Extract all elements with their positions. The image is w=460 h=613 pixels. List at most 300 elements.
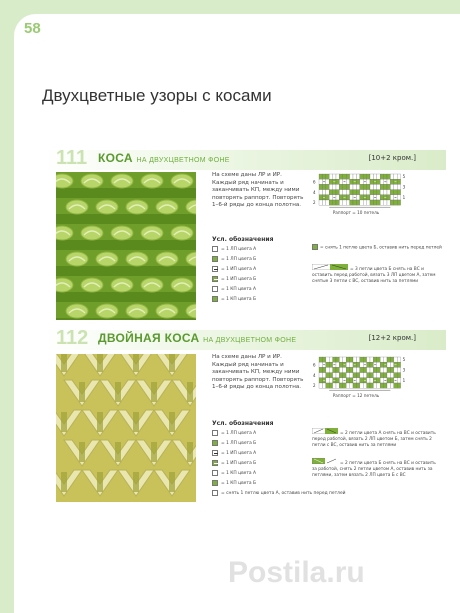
- legend-title: Усл. обозначения: [212, 236, 274, 243]
- chart-cell: [370, 362, 373, 367]
- chart-cell: [343, 184, 346, 189]
- knit-stripe: [133, 472, 139, 492]
- chart-cell: [333, 367, 336, 372]
- chart-cell: [350, 362, 353, 367]
- stitch-symbol-icon: [212, 256, 218, 262]
- chart-cell: [339, 174, 342, 179]
- chart-cell: [397, 200, 400, 205]
- chart-cell: [339, 200, 342, 205]
- chart-cell: [346, 184, 349, 189]
- chart-cell: [373, 190, 376, 195]
- chart-cell: [390, 362, 393, 367]
- chart-cell: [394, 184, 397, 189]
- chart-cell: [363, 190, 366, 195]
- knit-cable: [126, 200, 148, 214]
- chart-cell: [387, 383, 390, 388]
- chart-cell: [360, 200, 363, 205]
- knit-cable: [141, 226, 163, 240]
- chart-cell: [346, 373, 349, 378]
- chart-cell: [356, 179, 359, 184]
- chart-cell: [384, 357, 387, 362]
- legend-item: = 1 КП цвета Б: [212, 478, 346, 488]
- chart-cell: [326, 383, 329, 388]
- chart-cell: [397, 184, 400, 189]
- chart-cell: [390, 200, 393, 205]
- chart-cell: [390, 357, 393, 362]
- chart-cell: [350, 190, 353, 195]
- chart-cell: [377, 362, 380, 367]
- chart-cell: [343, 367, 346, 372]
- chart-cell: [360, 174, 363, 179]
- chart-cell: [350, 367, 353, 372]
- chart-cell: [370, 357, 373, 362]
- row-number: 5: [402, 174, 406, 180]
- chart-cell: [346, 179, 349, 184]
- legend-item: = 1 ЛП цвета А: [212, 428, 346, 438]
- chart-cell: [373, 383, 376, 388]
- chart-cell: [377, 174, 380, 179]
- chart-cell: [339, 373, 342, 378]
- chart-cell: [356, 367, 359, 372]
- chart-cell: [322, 367, 325, 372]
- row-number: 4: [313, 372, 316, 378]
- stitch-symbol-icon: [212, 450, 218, 456]
- chart-cell: [339, 179, 342, 184]
- chart-cell: [394, 200, 397, 205]
- chart-cell: [319, 357, 322, 362]
- chart-cell: [390, 174, 393, 179]
- chart-cell: [363, 200, 366, 205]
- knit-stripe: [61, 354, 67, 372]
- chart-cell: [367, 190, 370, 195]
- chart-cell: [390, 184, 393, 189]
- chart-cell: [346, 367, 349, 372]
- chart-cell: [367, 362, 370, 367]
- knit-stripe: [169, 354, 175, 372]
- chart-cell: [377, 200, 380, 205]
- chart-cell: [350, 195, 353, 200]
- chart-cell: [319, 190, 322, 195]
- chart-cell: [370, 174, 373, 179]
- chart-cell: [356, 357, 359, 362]
- chart-cell: [322, 200, 325, 205]
- knit-cable: [111, 226, 133, 240]
- chart-cell: [373, 174, 376, 179]
- knit-stripe: [151, 442, 157, 462]
- stitch-symbol-icon: [212, 296, 218, 302]
- legend-item: = 1 ЛП цвета А: [212, 244, 256, 254]
- knit-cable: [56, 226, 73, 240]
- chart-cell: [326, 190, 329, 195]
- chart-cell: [346, 378, 349, 383]
- legend-item: = 1 КП цвета А: [212, 284, 256, 294]
- chart-cell: [377, 190, 380, 195]
- chart-cell: [356, 184, 359, 189]
- knit-cable: [141, 174, 163, 188]
- chart-cell: [346, 383, 349, 388]
- knit-cable: [96, 200, 118, 214]
- chart-cell: [370, 195, 373, 200]
- chart-cell: [360, 190, 363, 195]
- chart-cell: [356, 383, 359, 388]
- knit-stripe: [61, 472, 67, 492]
- knit-cable: [96, 252, 118, 266]
- knit-cable: [66, 200, 88, 214]
- knit-cable: [81, 278, 103, 292]
- chart-cell: [380, 195, 383, 200]
- chart-cell: [329, 362, 332, 367]
- chart-cell: [350, 357, 353, 362]
- chart-cell: [343, 357, 346, 362]
- chart-cell: [390, 195, 393, 200]
- page-title: Двухцветные узоры с косами: [42, 86, 272, 105]
- chart-cell: [339, 383, 342, 388]
- knit-stripe: [61, 412, 67, 432]
- chart-cell: [370, 200, 373, 205]
- chart-cell: [384, 367, 387, 372]
- chart-cell: [360, 195, 363, 200]
- knit-cable: [171, 174, 193, 188]
- chart-cell: [346, 174, 349, 179]
- chart-cell: [373, 373, 376, 378]
- chart-cell: [356, 378, 359, 383]
- stitch-symbol-icon: [212, 460, 218, 466]
- chart-cell: [333, 184, 336, 189]
- chart-cell: [350, 174, 353, 179]
- knit-cable: [156, 304, 178, 318]
- chart-cell: [387, 195, 390, 200]
- chart-cell: [326, 373, 329, 378]
- chart-cell: [387, 373, 390, 378]
- chart-cell: [367, 195, 370, 200]
- knit-band: [56, 292, 196, 302]
- cable-note: = 2 петли цвета А снять на ВС и оставить перед работой, вязать 2 ЛП цветом Б, затем снять 2 петли с ВС, оставив нить за петлями: [312, 428, 442, 449]
- stitch-symbol-icon: [212, 430, 218, 436]
- legend-item: = 1 ИП цвета А: [212, 264, 256, 274]
- chart-cell: [353, 357, 356, 362]
- knit-stripe: [133, 412, 139, 432]
- chart-cell: [336, 367, 339, 372]
- chart-cell: [346, 362, 349, 367]
- cable-cross-icon: [312, 428, 338, 437]
- chart-cell: [363, 184, 366, 189]
- chart-cell: [380, 362, 383, 367]
- chart-cell: [350, 378, 353, 383]
- knit-stripe: [97, 412, 103, 432]
- chart-cell: [380, 367, 383, 372]
- chart-cell: [336, 179, 339, 184]
- chart-cell: [343, 383, 346, 388]
- chart-cell: [336, 373, 339, 378]
- chart-cell: [326, 179, 329, 184]
- chart-cell: [346, 200, 349, 205]
- stitch-symbol-icon: [212, 286, 218, 292]
- chart-cell: [322, 357, 325, 362]
- chart-cell: [390, 179, 393, 184]
- knit-cable: [66, 252, 88, 266]
- knit-stripe: [115, 382, 121, 402]
- chart-cell: [390, 378, 393, 383]
- pattern-112-header: [42, 327, 446, 350]
- chart-cell: [333, 190, 336, 195]
- chart-cell: [339, 357, 342, 362]
- chart-cell: [336, 195, 339, 200]
- chart-cell: [387, 357, 390, 362]
- chart-cell: [329, 190, 332, 195]
- chart-cell: [370, 378, 373, 383]
- chart-cell: [394, 357, 397, 362]
- knit-stripe: [133, 354, 139, 372]
- chart-cell: [326, 378, 329, 383]
- chart-cell: [380, 179, 383, 184]
- chart-cell: [387, 378, 390, 383]
- row-number: 3: [402, 367, 406, 373]
- pattern-number: 111: [56, 147, 88, 169]
- chart-cell: [326, 174, 329, 179]
- chart-cell: [333, 200, 336, 205]
- chart-cell: [356, 190, 359, 195]
- chart-cell: [380, 200, 383, 205]
- chart-cell: [329, 184, 332, 189]
- row-number: 6: [313, 362, 316, 368]
- chart-cell: [336, 184, 339, 189]
- cable-note: = снять 1 петлю цвета Б, оставив нить перед петлей: [312, 244, 442, 252]
- chart-cell: [329, 367, 332, 372]
- chart-cell: [353, 373, 356, 378]
- chart-cell: [326, 357, 329, 362]
- chart-cell: [377, 373, 380, 378]
- chart-cell: [336, 190, 339, 195]
- chart-cell: [380, 378, 383, 383]
- stitch-symbol-icon: [212, 246, 218, 252]
- chart-cell: [390, 373, 393, 378]
- row-number: 3: [402, 184, 406, 190]
- chart-cell: [319, 200, 322, 205]
- chart-cell: [384, 383, 387, 388]
- chart-cell: [370, 367, 373, 372]
- chart-cell: [319, 378, 322, 383]
- chart-cell: [367, 200, 370, 205]
- chart-cell: [384, 174, 387, 179]
- row-number: 5: [402, 357, 406, 363]
- chart-cell: [350, 373, 353, 378]
- chart-cell: [377, 357, 380, 362]
- cable-cross-icon: [312, 264, 348, 273]
- chart-cell: [367, 378, 370, 383]
- chart-cell: [319, 367, 322, 372]
- chart-cell: [326, 362, 329, 367]
- knit-cable: [126, 252, 148, 266]
- pattern-111-legend: [212, 244, 256, 304]
- knit-band: [56, 266, 196, 276]
- chart-cell: [390, 190, 393, 195]
- chart-cell: [360, 362, 363, 367]
- chart-cell: [343, 373, 346, 378]
- chart-cell: [353, 184, 356, 189]
- chart-cell: [350, 179, 353, 184]
- chart-cell: [356, 200, 359, 205]
- stitch-symbol-icon: [212, 480, 218, 486]
- cable-slip-icon: [312, 244, 318, 250]
- chart-cell: [394, 367, 397, 372]
- knit-stripe: [187, 382, 193, 402]
- chart-cell: [380, 174, 383, 179]
- chart-cell: [387, 184, 390, 189]
- chart-cell: [377, 179, 380, 184]
- knit-stripe: [79, 442, 85, 462]
- chart-cell: [387, 179, 390, 184]
- chart-cell: [373, 200, 376, 205]
- chart-cell: [380, 357, 383, 362]
- knit-stripe: [169, 412, 175, 432]
- chart-cell: [363, 383, 366, 388]
- chart-cell: [370, 190, 373, 195]
- chart-cell: [336, 383, 339, 388]
- chart-cell: [336, 357, 339, 362]
- chart-cell: [384, 184, 387, 189]
- chart-cell: [339, 195, 342, 200]
- chart-cell: [329, 174, 332, 179]
- chart-cell: [319, 383, 322, 388]
- chart-cell: [339, 184, 342, 189]
- legend-item: = 1 ИП цвета Б: [212, 458, 346, 468]
- chart-cell: [363, 174, 366, 179]
- chart-cell: [363, 373, 366, 378]
- chart-cell: [339, 362, 342, 367]
- chart-cell: [343, 190, 346, 195]
- edge-stitches: [10+2 кром.]: [368, 154, 416, 162]
- chart-cell: [370, 184, 373, 189]
- row-number: 1: [402, 195, 406, 200]
- knit-cable: [156, 200, 178, 214]
- chart-cell: [346, 357, 349, 362]
- chart-cell: [322, 190, 325, 195]
- chart-cell: [350, 184, 353, 189]
- chart-cell: [336, 362, 339, 367]
- knit-cable: [56, 278, 73, 292]
- pattern-number: 112: [56, 327, 89, 349]
- chart-cell: [387, 362, 390, 367]
- chart-cell: [394, 373, 397, 378]
- chart-cell: [390, 383, 393, 388]
- chart-cell: [353, 200, 356, 205]
- chart-cell: [394, 383, 397, 388]
- row-number: 4: [313, 189, 316, 195]
- chart-cell: [346, 195, 349, 200]
- chart-cell: [397, 357, 400, 362]
- knit-cable: [156, 252, 178, 266]
- knit-cable: [66, 304, 88, 318]
- chart-cell: [319, 362, 322, 367]
- cable-cross-icon: [312, 458, 338, 467]
- chart-cell: [380, 383, 383, 388]
- chart-cell: [397, 195, 400, 200]
- knit-stripe: [97, 472, 103, 492]
- knit-band: [56, 188, 196, 198]
- chart-cell: [384, 373, 387, 378]
- chart-cell: [373, 357, 376, 362]
- chart-cell: [390, 367, 393, 372]
- chart-cell: [322, 174, 325, 179]
- chart-cell: [394, 174, 397, 179]
- knit-cable: [111, 174, 133, 188]
- chart-cell: [329, 200, 332, 205]
- knit-cable: [126, 304, 148, 318]
- pattern-name: ДВОЙНАЯ КОСА НА ДВУХЦВЕТНОМ ФОНЕ: [98, 331, 297, 345]
- stitch-symbol-icon: [212, 276, 218, 282]
- chart-cell: [356, 362, 359, 367]
- legend-item: = 1 КП цвета Б: [212, 294, 256, 304]
- chart-cell: [380, 190, 383, 195]
- knit-band: [56, 214, 196, 224]
- chart-cell: [353, 383, 356, 388]
- chart-cell: [322, 383, 325, 388]
- chart-cell: [339, 190, 342, 195]
- knit-cable: [56, 174, 73, 188]
- chart-cell: [360, 378, 363, 383]
- chart-cell: [350, 200, 353, 205]
- knit-stripe: [187, 442, 193, 462]
- chart-cell: [360, 184, 363, 189]
- chart-cell: [360, 373, 363, 378]
- chart-cell: [329, 195, 332, 200]
- chart-cell: [367, 367, 370, 372]
- pattern-112-description: На схеме даны ЛР и ИР. Каждый ряд начинать и заканчивать КП, между ними повторять раппорт. Повторять 1–6-й ряды до конца полотна.: [212, 354, 304, 391]
- chart-cell: [377, 367, 380, 372]
- chart-cell: [360, 367, 363, 372]
- knit-cable: [171, 278, 193, 292]
- knit-cable: [111, 278, 133, 292]
- chart-cell: [319, 184, 322, 189]
- chart-cell: [363, 357, 366, 362]
- chart-cell: [397, 362, 400, 367]
- chart-cell: [387, 367, 390, 372]
- chart-cell: [343, 174, 346, 179]
- chart-cell: [336, 174, 339, 179]
- chart-cell: [367, 184, 370, 189]
- chart-cell: [336, 378, 339, 383]
- chart-cell: [367, 373, 370, 378]
- cable-note: = 3 петли цвета Б снять на ВС и оставить перед работой, вязать 3 ЛП цветом А, затем снятые 3 петли с ВС, оставив нить за петлями: [312, 264, 442, 285]
- chart-cell: [397, 378, 400, 383]
- chart-cell: [367, 383, 370, 388]
- watermark-logo: Postila.ru: [228, 556, 365, 589]
- chart-cell: [329, 383, 332, 388]
- chart-cell: [319, 195, 322, 200]
- pattern-111-description: На схеме даны ЛР и ИР. Каждый ряд начинать и заканчивать КП, между ними повторять раппорт. Повторять 1–6-й ряды до конца полотна.: [212, 172, 304, 209]
- legend-item: = 1 ЛП цвета Б: [212, 254, 256, 264]
- cable-note: = 2 петли цвета Б снять на ВС и оставить за работой, снять 2 петли цветом А, оставив нить за петлями, затем вязать 2 ЛП цвета Б с ВС: [312, 458, 442, 479]
- chart-cell: [397, 383, 400, 388]
- pattern-111-header: [42, 147, 446, 170]
- chart-cell: [346, 190, 349, 195]
- legend-item: = 1 ИП цвета А: [212, 448, 346, 458]
- chart-cell: [326, 184, 329, 189]
- chart-cell: [350, 383, 353, 388]
- knit-cable: [141, 278, 163, 292]
- pattern-111-photo: [56, 172, 196, 320]
- chart-cell: [353, 367, 356, 372]
- row-number: 2: [313, 200, 316, 206]
- chart-cell: [356, 174, 359, 179]
- chart-cell: [363, 367, 366, 372]
- legend-item: = 1 ИП цвета Б: [212, 274, 256, 284]
- chart-cell: [322, 184, 325, 189]
- chart-cell: [336, 200, 339, 205]
- chart-cell: [377, 195, 380, 200]
- chart-cell: [356, 195, 359, 200]
- legend-item: = 1 ЛП цвета Б: [212, 438, 346, 448]
